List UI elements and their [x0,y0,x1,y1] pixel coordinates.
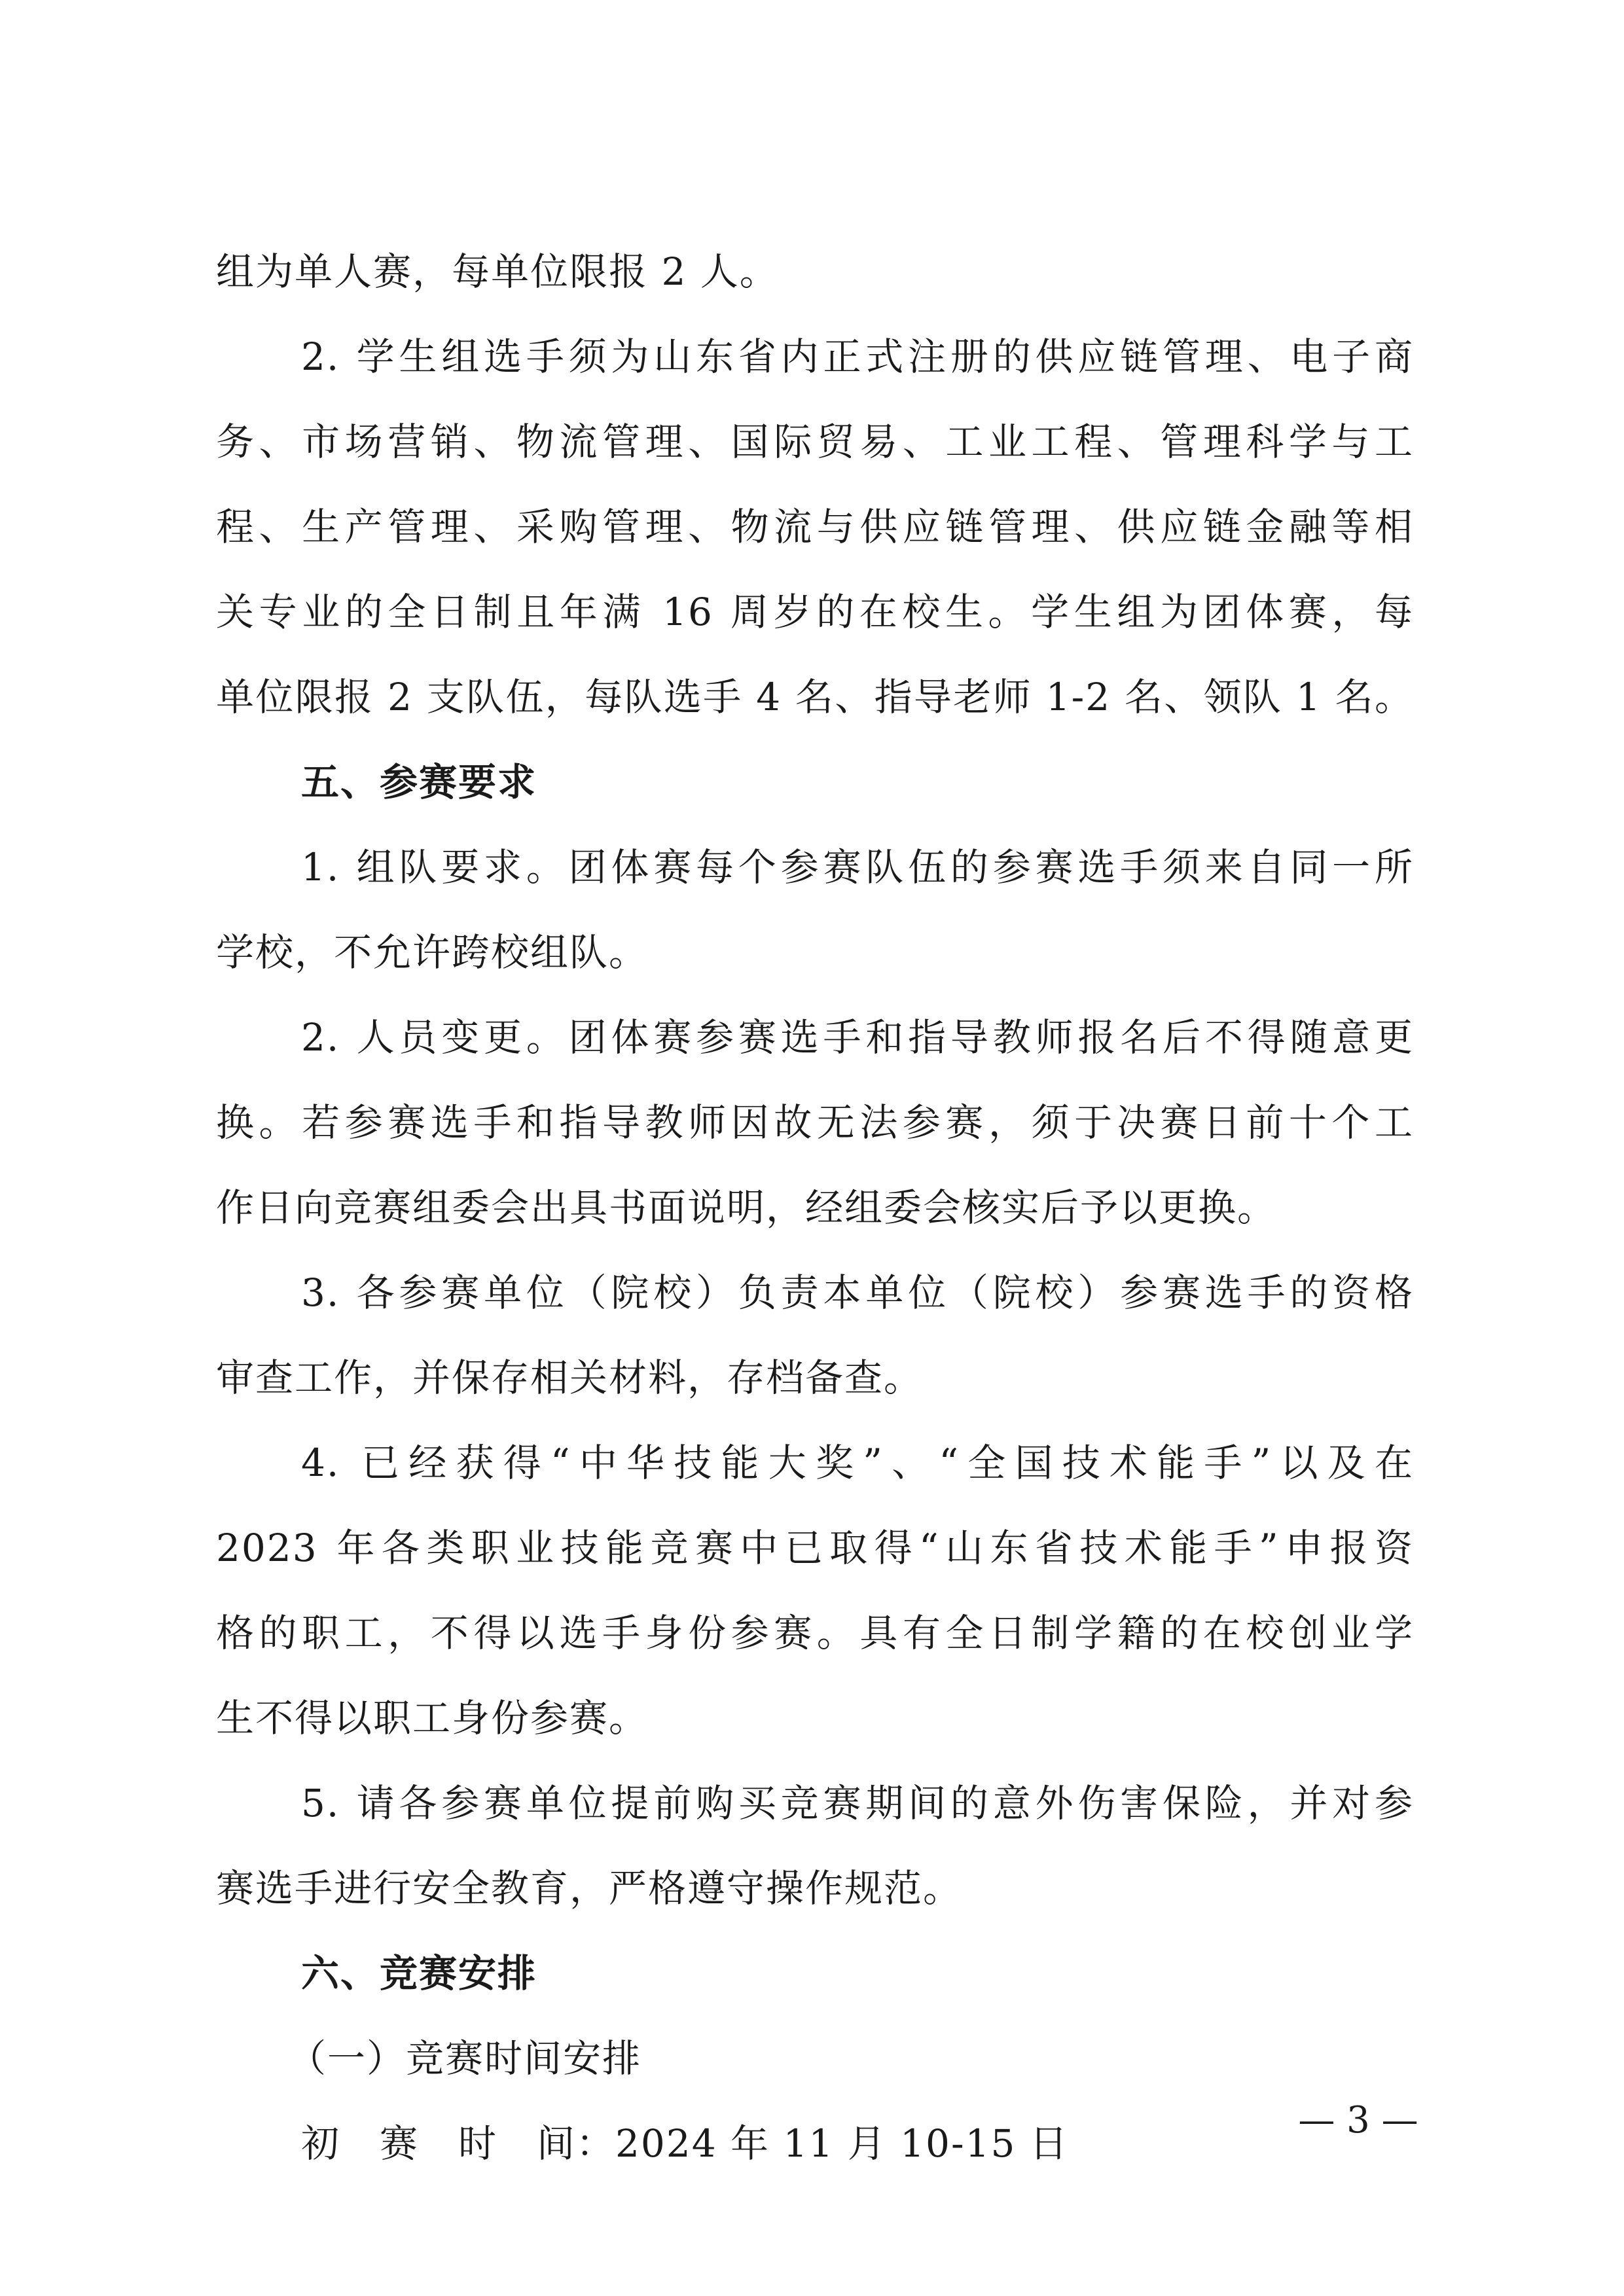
schedule-line: 初 赛 时 间：2024 年 11 月 10-15 日 [301,2121,1069,2166]
paragraph-line: 5. 请各参赛单位提前购买竞赛期间的意外伤害保险，并对参 [301,1781,1414,1825]
paragraph-line: 审查工作，并保存相关材料，存档备查。 [216,1355,924,1400]
paragraph-line: 赛选手进行安全教育，严格遵守操作规范。 [216,1866,963,1910]
section-heading: 五、参赛要求 [301,760,537,804]
paragraph-line: 2023 年各类职业技能竞赛中已取得“山东省技术能手”申报资 [216,1526,1414,1570]
section-heading: 六、竞赛安排 [301,1951,537,1996]
paragraph-line: 2. 人员变更。团体赛参赛选手和指导教师报名后不得随意更 [301,1015,1414,1060]
paragraph-line: 程、生产管理、采购管理、物流与供应链管理、供应链金融等相 [216,505,1414,549]
paragraph-line: 生不得以职工身份参赛。 [216,1696,649,1740]
paragraph-line: 作日向竞赛组委会出具书面说明，经组委会核实后予以更换。 [216,1185,1277,1230]
paragraph-line: 2. 学生组选手须为山东省内正式注册的供应链管理、电子商 [301,334,1414,379]
page-number: — 3 — [1298,2099,1418,2142]
paragraph-line: 单位限报 2 支队伍，每队选手 4 名、指导老师 1-2 名、领队 1 名。 [216,675,1414,719]
paragraph-line: 4. 已经获得“中华技能大奖”、“全国技术能手”以及在 [301,1441,1414,1485]
paragraph-line: 3. 各参赛单位（院校）负责本单位（院校）参赛选手的资格 [301,1270,1414,1315]
paragraph-line: 务、市场营销、物流管理、国际贸易、工业工程、管理科学与工 [216,420,1414,464]
paragraph-line: 学校，不允许跨校组队。 [216,930,649,975]
paragraph-line: 格的职工，不得以选手身份参赛。具有全日制学籍的在校创业学 [216,1611,1414,1655]
paragraph-line: 关专业的全日制且年满 16 周岁的在校生。学生组为团体赛，每 [216,590,1414,634]
subsection-heading: （一）竞赛时间安排 [288,2036,642,2081]
paragraph-line: 1. 组队要求。团体赛每个参赛队伍的参赛选手须来自同一所 [301,845,1414,889]
paragraph-line: 换。若参赛选手和指导教师因故无法参赛，须于决赛日前十个工 [216,1100,1414,1145]
paragraph-line: 组为单人赛，每单位限报 2 人。 [216,249,779,294]
